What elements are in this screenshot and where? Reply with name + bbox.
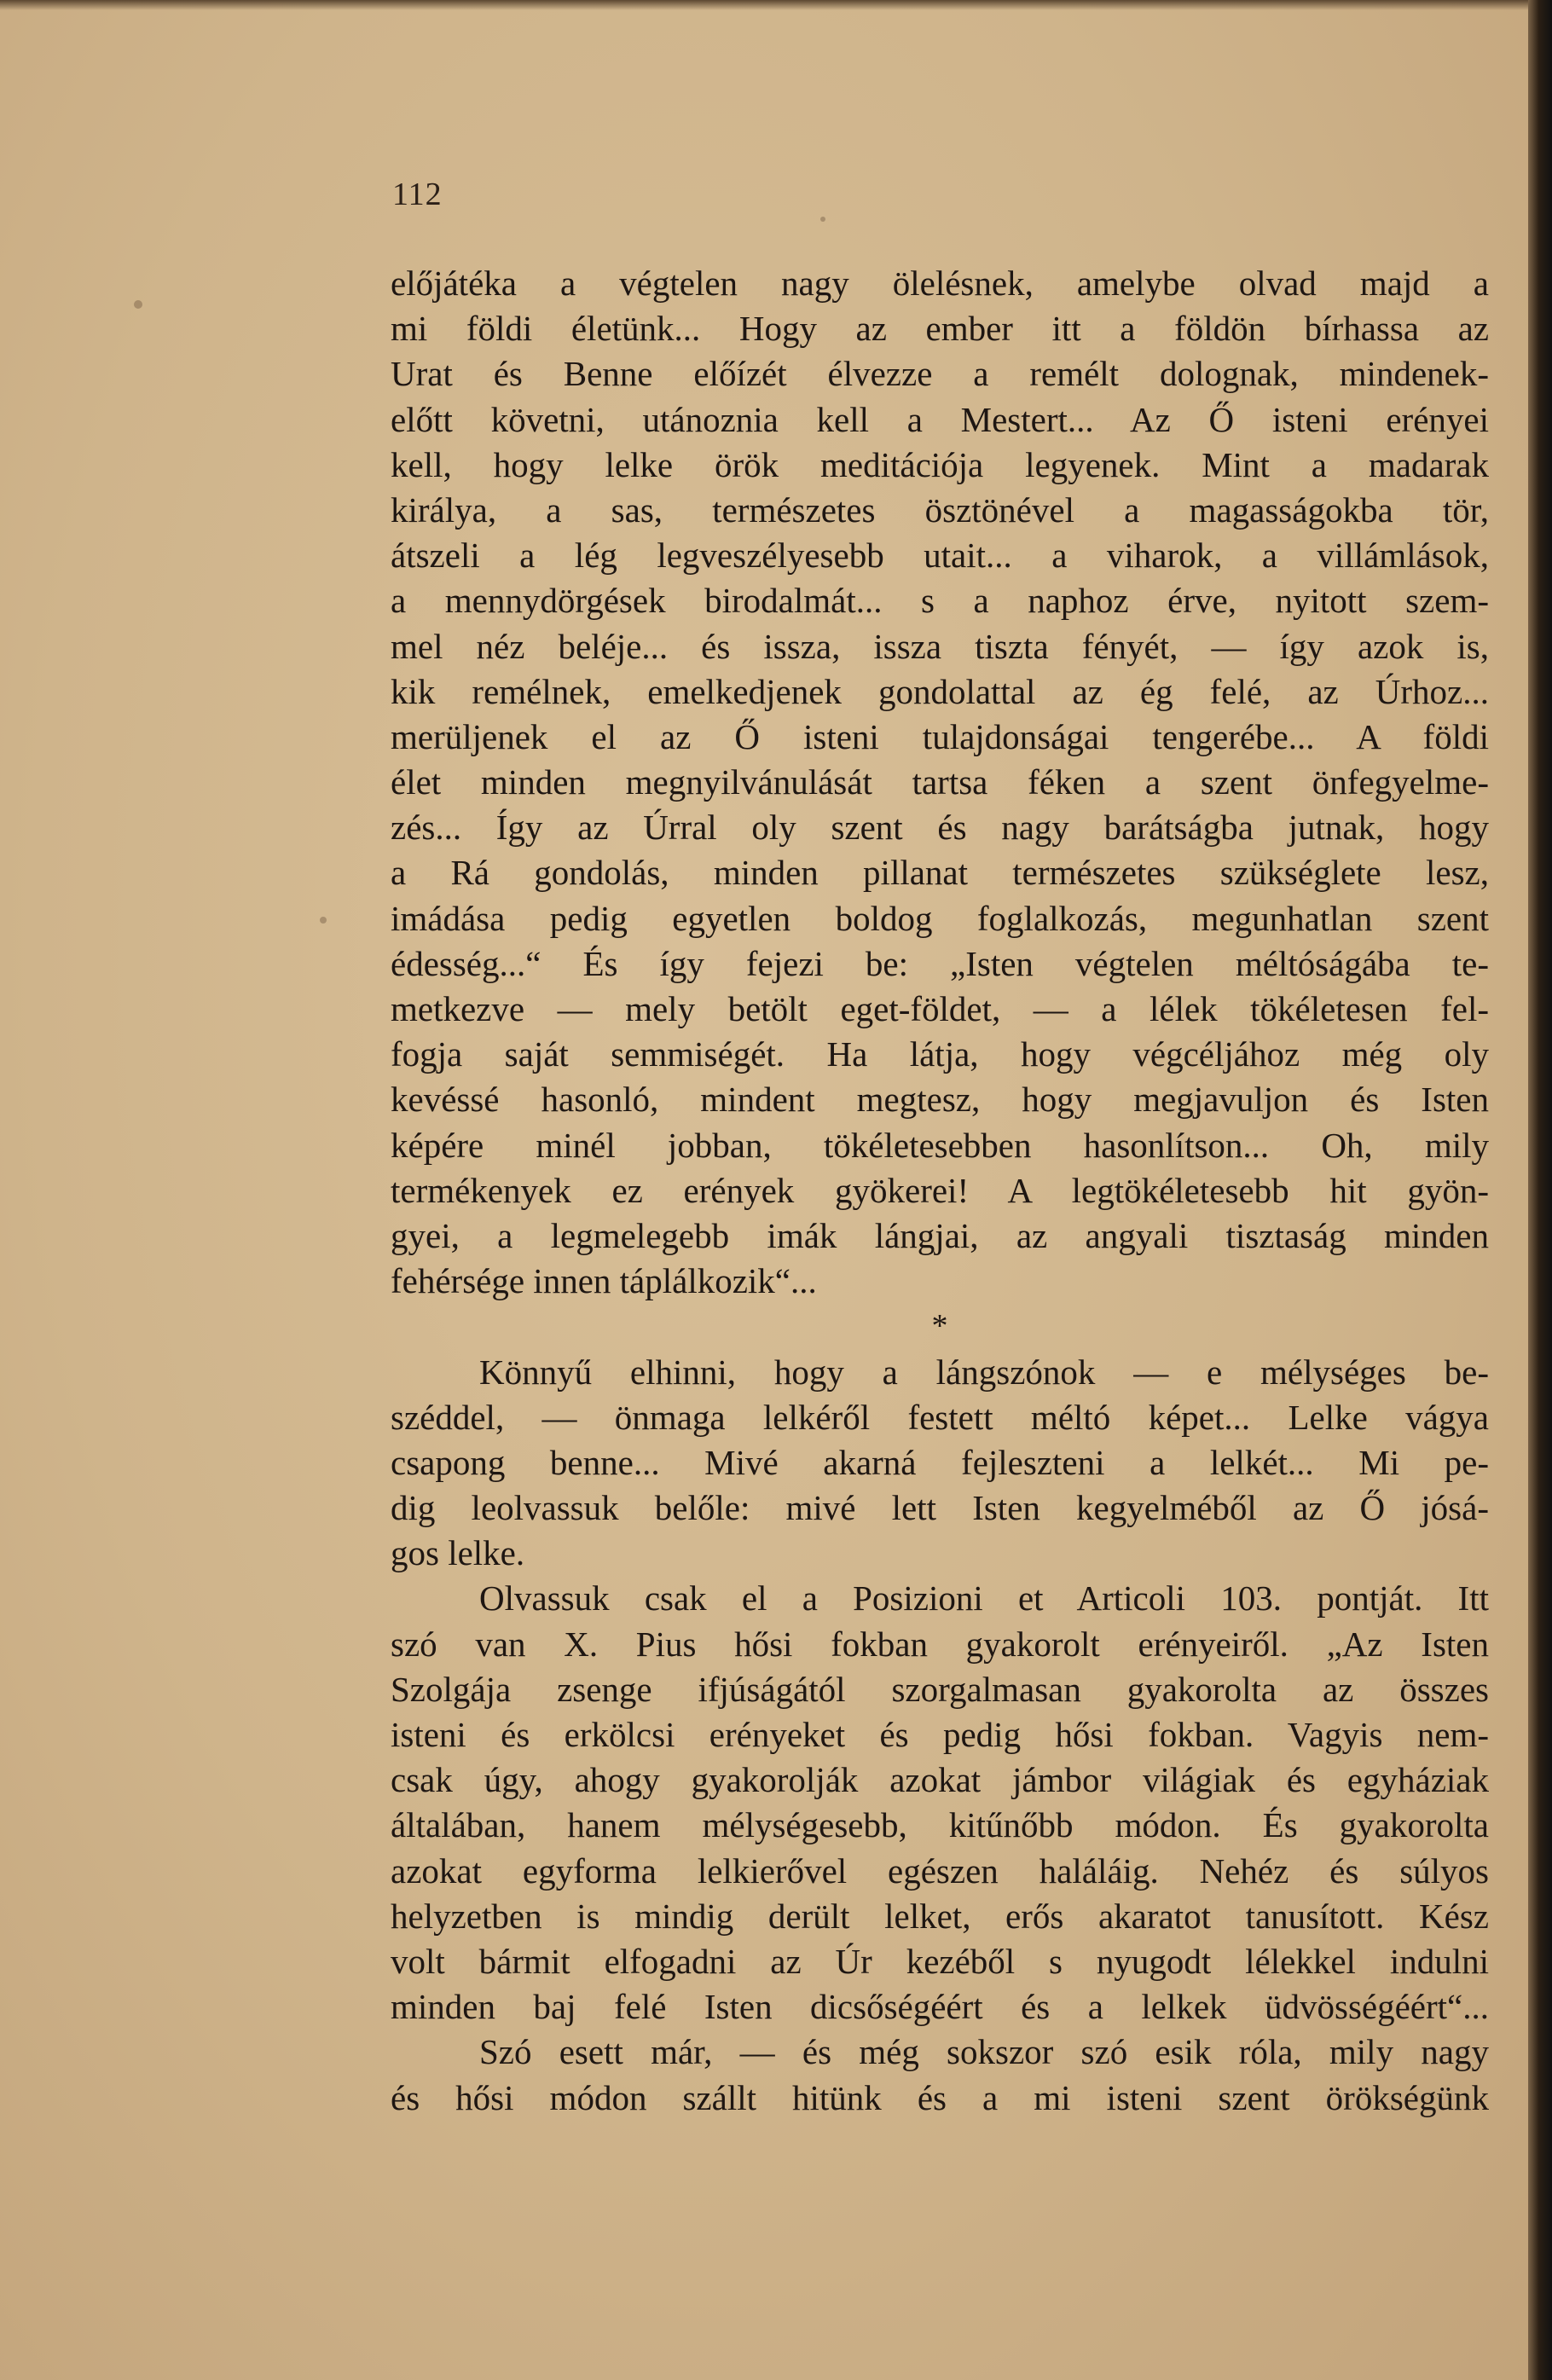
page-number: 112 <box>392 177 443 212</box>
text-line: fogja saját semmiségét. Ha látja, hogy végcéljához még oly <box>391 1034 1489 1074</box>
body-text <box>391 261 1489 2121</box>
text-line: volt bármit elfogadni az Úr kezéből s nyugodt lélekkel indulni <box>391 1941 1489 1981</box>
text-line: édesség...“ És így fejezi be: „Isten végtelen méltóságába te- <box>391 943 1489 983</box>
text-line: merüljenek el az Ő isteni tulajdonságai tengerébe... A földi <box>391 716 1489 756</box>
text-line: gyei, a legmelegebb imák lángjai, az angyali tisztaság minden <box>391 1215 1489 1255</box>
text-line: dig leolvassuk belőle: mivé lett Isten kegyelméből az Ő jósá- <box>391 1488 1489 1528</box>
text-line: mel néz beléje... és issza, issza tiszta fényét, — így azok is, <box>391 626 1489 666</box>
text-line: Olvassuk csak el a Posizioni et Articoli 103. pontját. Itt <box>479 1578 1489 1619</box>
text-line: és hősi módon szállt hitünk és a mi isteni szent örökségünk <box>391 2077 1489 2117</box>
text-line: királya, a sas, természetes ösztönével a magasságokba tör, <box>391 489 1489 530</box>
text-line: a Rá gondolás, minden pillanat természetes szükséglete lesz, <box>391 853 1489 893</box>
paper-blemish <box>820 217 825 222</box>
text-line: mi földi életünk... Hogy az ember itt a földön bírhassa az <box>391 309 1489 349</box>
paper-blemish <box>134 300 142 309</box>
text-line: metkezve — mely betölt eget-földet, — a lélek tökéletesen fel- <box>391 989 1489 1028</box>
paper-blemish <box>320 917 327 924</box>
text-line: zés... Így az Úrral oly szent és nagy barátságba jutnak, hogy <box>391 808 1489 848</box>
text-line: előtt követni, utánoznia kell a Mestert... Az Ő isteni erényei <box>391 399 1489 439</box>
text-line: azokat egyforma lelkierővel egészen haláláig. Nehéz és súlyos <box>391 1850 1489 1891</box>
text-line: imádása pedig egyetlen boldog foglalkozás, megunhatlan szent <box>391 898 1489 938</box>
text-line: fehérsége innen táplálkozik“... <box>391 1261 817 1301</box>
text-line: Szolgája zsenge ifjúságától szorgalmasan gyakorolta az összes <box>391 1669 1489 1709</box>
text-line: csapong benne... Mivé akarná fejleszteni a lelkét... Mi pe- <box>391 1442 1489 1482</box>
text-line: kell, hogy lelke örök meditációja legyenek. Mint a madarak <box>391 444 1489 484</box>
text-line: Könnyű elhinni, hogy a lángszónok — e mélységes be- <box>479 1352 1489 1392</box>
text-line: előjátéka a végtelen nagy ölelésnek, amelybe olvad majd a <box>391 263 1489 303</box>
text-line: termékenyek ez erények gyökerei! A legtökéletesebb hit gyön- <box>391 1170 1489 1210</box>
text-line: kevéssé hasonló, mindent megtesz, hogy megjavuljon és Isten <box>391 1080 1489 1120</box>
text-line: helyzetben is mindig derült lelket, erős akaratot tanusított. Kész <box>391 1896 1489 1936</box>
text-line: képére minél jobban, tökéletesebben hasonlítson... Oh, mily <box>391 1125 1489 1165</box>
text-line: minden baj felé Isten dicsőségéért és a lelkek üdvösségéért“... <box>391 1987 1489 2027</box>
scan-shadow-right <box>1528 0 1552 2380</box>
text-line: általában, hanem mélységesebb, kitűnőbb módon. És gyakorolta <box>391 1805 1489 1845</box>
text-line: kik remélnek, emelkedjenek gondolattal az ég felé, az Úrhoz... <box>391 671 1489 711</box>
text-line: átszeli a lég legveszélyesebb utait... a viharok, a villámlások, <box>391 536 1489 576</box>
text-line: széddel, — önmaga lelkéről festett méltó képet... Lelke vágya <box>391 1397 1489 1437</box>
scan-shadow-top <box>0 0 1552 10</box>
text-line: csak úgy, ahogy gyakorolják azokat jámbor világiak és egyháziak <box>391 1760 1489 1800</box>
text-line: gos lelke. <box>391 1533 525 1573</box>
text-line: élet minden megnyilvánulását tartsa féken a szent önfegyelme- <box>391 762 1489 802</box>
text-line: a mennydörgések birodalmát... s a naphoz érve, nyitott szem- <box>391 581 1489 621</box>
text-line: Urat és Benne előízét élvezze a remélt dolognak, mindenek- <box>391 354 1489 394</box>
text-line: szó van X. Pius hősi fokban gyakorolt erényeiről. „Az Isten <box>391 1624 1489 1664</box>
text-line: Szó esett már, — és még sokszor szó esik róla, mily nagy <box>479 2032 1489 2072</box>
section-separator: * <box>931 1308 948 1345</box>
text-line: isteni és erkölcsi erényeket és pedig hősi fokban. Vagyis nem- <box>391 1715 1489 1754</box>
